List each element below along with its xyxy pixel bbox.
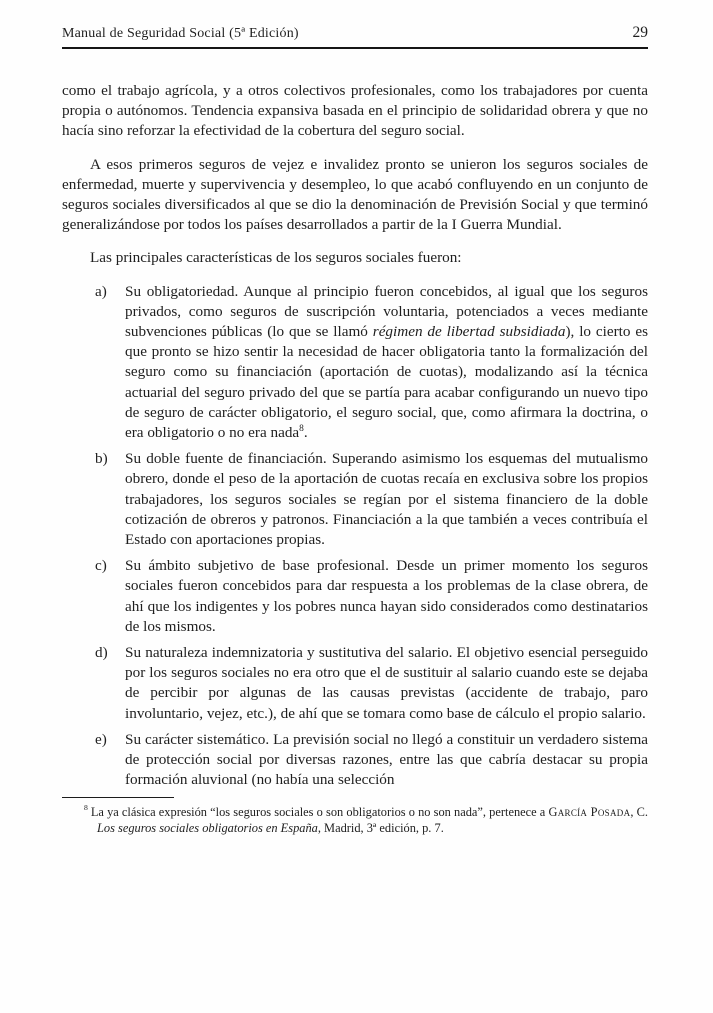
list-item-label: d) [95, 644, 108, 662]
footnote-marker: 8 [84, 803, 88, 813]
list-item-a [62, 282, 648, 444]
characteristics-list [62, 282, 648, 791]
list-item-label: e) [95, 730, 107, 748]
footnote [62, 804, 648, 838]
footnote-separator [62, 797, 174, 798]
list-item-label: b) [95, 450, 108, 468]
list-item-d [62, 643, 648, 724]
list-item-text: Su naturaleza indemnizatoria y sustitutiva del salario. El objetivo esencial perseguido por los seguros sociales no era otro que el de sustituir al salario cuando este se dejaba de percibir por algunas de las causas previstas (accidente de trabajo, paro involuntario, vejez, etc.), de ahí que se tomara como base de cálculo el propio salario. [125, 644, 648, 722]
list-item-text: Su carácter sistemático. La previsión social no llegó a constituir un verdadero sistema de protección social por diversas razones, entre las que cabría destacar su propia formación aluvional (no había una selección [125, 730, 648, 789]
list-item-text: Su doble fuente de financiación. Superando asimismo los esquemas del mutualismo obrero, donde el peso de la aportación de cuotas recaía en exclusiva sobre los propios trabajadores, los seguros sociales se regían por el sistema financiero de la doble cotización de obreros y patronos. Financiación a la que también a veces contribuía el Estado con aportaciones propias. [125, 450, 648, 549]
footnote-text: La ya clásica expresión “los seguros sociales o son obligatorios o no son nada”, pertenece a García Posada, C. Los seguros sociales obligatorios en España, Madrid, 3ª edición, p. 7. [90, 804, 649, 836]
page-body [62, 81, 648, 791]
running-title: Manual de Seguridad Social (5ª Edición) [62, 26, 299, 41]
list-item-label: a) [95, 282, 107, 300]
list-item-text: Su obligatoriedad. Aunque al principio fueron concebidos, al igual que los seguros privados, como seguros de suscripción voluntaria, potenciados a veces mediante subvenciones públicas (lo que se llamó régimen de libertad subsidiada), lo cierto es que pronto se hizo sentir la necesidad de hacer obligatoria tanto la formalización del seguro como su financiación (aportación de cuotas), modalizando así la técnica actuarial del seguro privado del que se partía para acabar configurando un nuevo tipo de seguro de carácter obligatorio, el seguro social, que, como afirmara la doctrina, o era obligatorio o no era nada$^8$. [125, 282, 648, 442]
list-item-text: Su ámbito subjetivo de base profesional. Desde un primer momento los seguros sociales fueron concebidos para dar respuesta a los problemas de la clase obrera, de ahí que los indigentes y los pobres nunca hayan sido considerados como destinatarios de los mismos. [125, 557, 648, 635]
paragraph-caracteristicas-intro: Las principales características de los seguros sociales fueron: [90, 249, 462, 267]
paragraph-seguros-vejez: A esos primeros seguros de vejez e invalidez pronto se unieron los seguros sociales de enfermedad, muerte y supervivencia y desempleo, lo que acabó confluyendo en un conjunto de seguros sociales diversificados al que se dio la denominación de Previsión Social y que terminó generalizándose por todos los países desarrollados a partir de la I Guerra Mundial. [62, 155, 648, 234]
list-item-e [62, 730, 648, 791]
page-number: 29 [632, 24, 648, 41]
list-item-c [62, 556, 648, 637]
page-header [62, 24, 648, 49]
footnote-area [62, 797, 648, 838]
paragraph-continuation: como el trabajo agrícola, y a otros colectivos profesionales, como los trabajadores por cuenta propia o autónomos. Tendencia expansiva basada en el principio de solidaridad obrera y que no hacía sino reforzar la efectividad de la cobertura del seguro social. [62, 82, 648, 140]
list-item-b [62, 449, 648, 550]
list-item-label: c) [95, 557, 107, 575]
